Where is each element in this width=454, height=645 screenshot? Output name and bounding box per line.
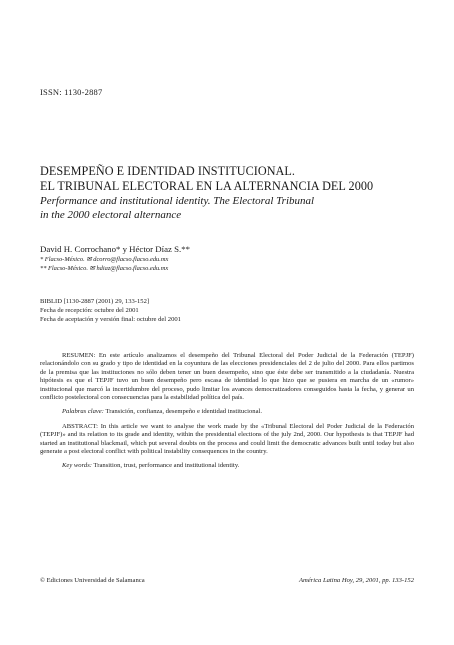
abstracts-section — [40, 352, 414, 477]
abstract-paragraph — [40, 423, 414, 457]
abstract-text: In this article we want to analyse the work made by the «Tribunal Electoral del Poder Judicial de la Federación (TEPJF)» and its relation to its grade and identity, within the presidential elections of the july 2nd, 2000. Our hypothesis is that TEPJF had started an institutional blackmail, which put several doubts on the process and could limit the democratic advances built until today but also generate a post electoral conflict with political instability consequences in the country. — [40, 422, 414, 456]
publisher-copyright: © Ediciones Universidad de Salamanca — [40, 577, 145, 584]
palabras-clave-text: Transición, confianza, desempeño e identidad institucional. — [105, 408, 262, 416]
author-affiliation-1: * Flacso-México. ✉ dcorro@flacso.flacso.edu.mx — [40, 256, 169, 263]
palabras-clave-label: Palabras clave: — [62, 408, 104, 416]
keywords-text: Transition, trust, performance and institutional identity. — [93, 462, 240, 470]
journal-citation: América Latina Hoy, 29, 2001, pp. 133-152 — [298, 577, 414, 584]
biblid-block — [40, 298, 430, 324]
title-spanish-line-1: DESEMPEÑO E IDENTIDAD INSTITUCIONAL. — [40, 164, 295, 178]
authors-block — [40, 244, 430, 273]
resumen-paragraph — [40, 352, 414, 402]
keywords-label: Key words: — [62, 462, 92, 470]
title-english-line-2: in the 2000 electoral alternance — [40, 209, 182, 221]
author-affiliation-2: ** Flacso-México. ✉ hdiaz@flacso.flacso.edu.mx — [40, 265, 169, 272]
reception-date: Fecha de recepción: octubre del 2001 — [40, 306, 139, 314]
author-names: David H. Corrochano* y Héctor Díaz S.** — [40, 244, 190, 254]
acceptance-date: Fecha de aceptación y versión final: octubre del 2001 — [40, 315, 181, 323]
article-title — [40, 164, 430, 222]
keywords-paragraph — [40, 462, 414, 470]
title-spanish-line-2: EL TRIBUNAL ELECTORAL EN LA ALTERNANCIA DEL 2000 — [40, 179, 374, 193]
palabras-clave-paragraph — [40, 408, 414, 416]
resumen-label: RESUMEN: — [62, 352, 96, 359]
biblid-reference: BIBLID [1130-2887 (2001) 29, 133-152] — [40, 298, 150, 305]
abstract-label: ABSTRACT: — [62, 422, 98, 430]
resumen-text: En este artículo analizamos el desempeño del Tribunal Electoral del Poder Judicial de la Federación (TEPJF) relacionándolo con su grado y tipo de identidad en la coyuntura de las elecciones presidenciales del 2 de julio del 2000. Para ellos partimos de la premisa que las instituciones no sólo deben tener un buen desempeño, sino que éste debe ser transmitido a la ciudadanía. Nuestra hipótesis es que el TEPJF tuvo un buen desempeño pero escasa de identidad lo que hizo que se pusiera en marcha de un «rumor» institucional que marcó la incertidumbre del proceso, pudo limitar los avances democratizadores conseguidos hasta la fecha, y generar un conflicto postelectoral con consecuencias para la estabilidad política del país. — [40, 352, 415, 402]
title-english-line-1: Performance and institutional identity. The Electoral Tribunal — [40, 195, 315, 207]
issn: ISSN: 1130-2887 — [40, 87, 103, 97]
